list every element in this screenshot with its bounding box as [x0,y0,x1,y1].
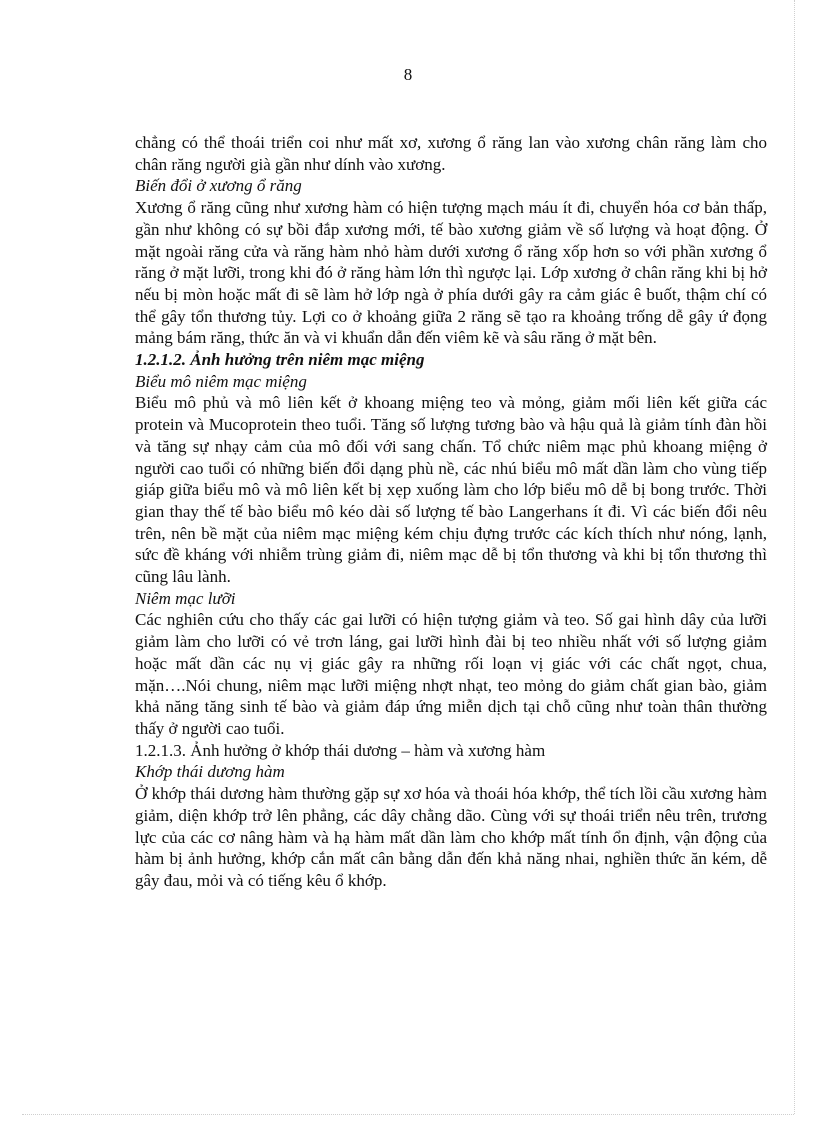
section-heading-1-2-1-2: 1.2.1.2. Ảnh hưởng trên niêm mạc miệng [135,350,425,370]
paragraph-oral-epithelium: Biểu mô phủ và mô liên kết ở khoang miệng teo và mỏng, giảm mối liên kết giữa các protein và Mucoprotein theo tuổi. Tăng số lượng tương bào và hậu quả là giảm tính đàn hồi và tăng sự nhạy cảm của mô đối với sang chấn. Tổ chức niêm mạc phủ khoang miệng ở người cao tuổi có những biến đổi dạng phù nề, các nhú biểu mô mất dần làm cho vùng tiếp giáp giữa biểu mô và mô liên kết bị xẹp xuống làm cho lớp biểu mô dễ bị bong trước. Thời gian thay thế tế bào biểu mô kéo dài số lượng tế bào Langerhans ít đi. Vì các biến đổi nêu trên, nên bề mặt của niêm mạc miệng kém chịu đựng trước các kích thích như nóng, lạnh, sức đề kháng với nhiễm trùng giảm đi, niêm mạc dễ bị tổn thương và khi bị tổn thương thì cũng lâu lành. [135,393,767,587]
subheading-tongue-mucosa: Niêm mạc lưỡi [135,588,236,608]
page-number: 8 [403,65,413,84]
paragraph-alveolar-bone: Xương ổ răng cũng như xương hàm có hiện tượng mạch máu ít đi, chuyển hóa cơ bản thấp, gần như không có sự bồi đắp xương mới, tế bào xương giảm về số lượng và hoạt động. Ở mặt ngoài răng cửa và răng hàm nhỏ hàm dưới xương ổ răng xốp hơn so với phần xương ổ răng ở mặt lưỡi, trong khi đó ở răng hàm lớn thì ngược lại. Lớp xương ở chân răng khi bị hở nếu bị mòn hoặc mất đi sẽ làm hở lớp ngà ở phía dưới gây ra cảm giác ê buốt, thậm chí có thể gây tổn thương tủy. Lợi co ở khoảng giữa 2 răng sẽ tạo ra khoảng trống dễ gây ứ đọng mảng bám răng, thức ăn và vi khuẩn dẫn đến viêm kẽ và sâu răng ở mặt bên. [135,198,767,348]
paragraph-tmj: Ở khớp thái dương hàm thường gặp sự xơ hóa và thoái hóa khớp, thể tích lồi cầu xương hàm giảm, diện khớp trở lên phẳng, các dây chằng dão. Cùng với sự thoái triển nêu trên, trương lực của các cơ nâng hàm và hạ hàm mất dần làm cho khớp mất tính ổn định, vận động của hàm bị ảnh hưởng, khớp cắn mất cân bằng dẫn đến khả năng nhai, nghiền thức ăn kém, dễ gây đau, mỏi và có tiếng kêu ổ khớp. [135,784,767,890]
subheading-tmj: Khớp thái dương hàm [135,762,285,782]
page-edge-bottom [22,1114,794,1115]
document-body [135,132,767,892]
subheading-oral-epithelium: Biểu mô niêm mạc miệng [135,371,307,391]
paragraph-continuation: chẳng có thể thoái triển coi như mất xơ, xương ổ răng lan vào xương chân răng làm cho chân răng người già gần như dính vào xương. [135,133,767,174]
section-heading-1-2-1-3: 1.2.1.3. Ảnh hưởng ở khớp thái dương – hàm và xương hàm [135,740,546,760]
paragraph-tongue-mucosa: Các nghiên cứu cho thấy các gai lưỡi có hiện tượng giảm và teo. Số gai hình dây của lưỡi giảm làm cho lưỡi có vẻ trơn láng, gai lưỡi hình đài bị teo nhiều nhất với số lượng giảm hoặc mất dần các nụ vị giác gây ra những rối loạn vị giác với các chất ngọt, chua, mặn….Nói chung, niêm mạc lưỡi miệng nhợt nhạt, teo mỏng do giảm chất gian bào, giảm khả năng tăng sinh tế bào và giảm đáp ứng miễn dịch tại chỗ cũng như toàn thân thường thấy ở người cao tuổi. [135,610,767,738]
subheading-alveolar-bone: Biến đổi ở xương ổ răng [135,176,302,196]
page-edge-right [794,0,795,1114]
